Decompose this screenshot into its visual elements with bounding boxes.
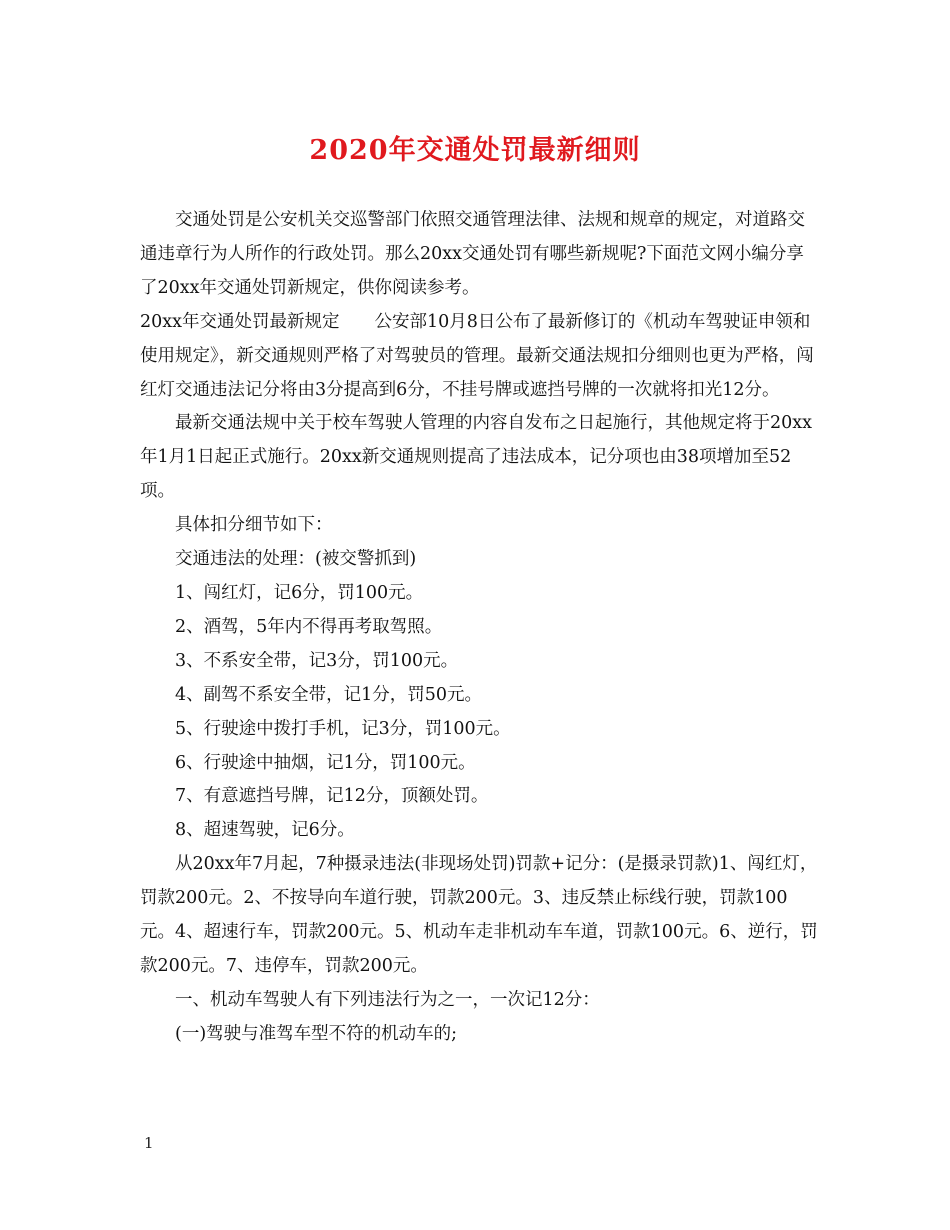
paragraph-intro: 交通处罚是公安机关交巡警部门依照交通管理法律、法规和规章的规定，对道路交通违章行为人所作的行政处罚。那么20xx交通处罚有哪些新规呢?下面范文网小编分享了20xx年交通处罚新规定，供你阅读参考。 xyxy=(140,210,805,298)
paragraph-new-rules: 20xx年交通处罚最新规定 公安部10月8日公布了最新修订的《机动车驾驶证申领和使用规定》，新交通规则严格了对驾驶员的管理。最新交通法规扣分细则也更为严格，闯红灯交通违法记分将由3分提高到6分，不挂号牌或遮挡号牌的一次就将扣光12分。 xyxy=(140,311,814,400)
document-title: 2020年交通处罚最新细则 xyxy=(309,135,641,166)
list-item-speeding: 8、超速驾驶，记6分。 xyxy=(175,820,355,841)
list-item-phone-call: 5、行驶途中拨打手机，记3分，罚100元。 xyxy=(175,718,511,739)
paragraph-camera-violations: 从20xx年7月起，7种摄录违法(非现场处罚)罚款+记分：(是摄录罚款)1、闯红灯，罚款200元。2、不按导向车道行驶，罚款200元。3、违反禁止标线行驶，罚款100元。4、超速行车，罚款200元。5、机动车走非机动车车道，罚款100元。6、逆行，罚款200元。7、违停车，罚款200元。 xyxy=(140,854,818,976)
list-item-drunk-driving: 2、酒驾，5年内不得再考取驾照。 xyxy=(175,616,443,637)
list-item-passenger-seat-belt: 4、副驾不系安全带，记1分，罚50元。 xyxy=(175,684,483,705)
paragraph-school-bus: 最新交通法规中关于校车驾驶人管理的内容自发布之日起施行，其他规定将于20xx年1月1日起正式施行。20xx新交通规则提高了违法成本，记分项也由38项增加至52项。 xyxy=(140,413,813,502)
document-body xyxy=(140,204,820,1052)
paragraph-violation-handling: 交通违法的处理：(被交警抓到) xyxy=(175,549,417,570)
list-item-red-light: 1、闯红灯，记6分，罚100元。 xyxy=(175,582,424,603)
paragraph-12-points-heading: 一、机动车驾驶人有下列违法行为之一，一次记12分： xyxy=(175,989,600,1010)
list-item-seat-belt: 3、不系安全带，记3分，罚100元。 xyxy=(175,650,459,671)
paragraph-item-one: (一)驾驶与准驾车型不符的机动车的; xyxy=(175,1023,458,1044)
list-item-smoking: 6、行驶途中抽烟，记1分，罚100元。 xyxy=(175,752,476,773)
list-item-plate-cover: 7、有意遮挡号牌，记12分，顶额处罚。 xyxy=(175,786,489,807)
paragraph-details-heading: 具体扣分细节如下： xyxy=(175,515,333,536)
page-number: 1 xyxy=(144,1134,154,1152)
